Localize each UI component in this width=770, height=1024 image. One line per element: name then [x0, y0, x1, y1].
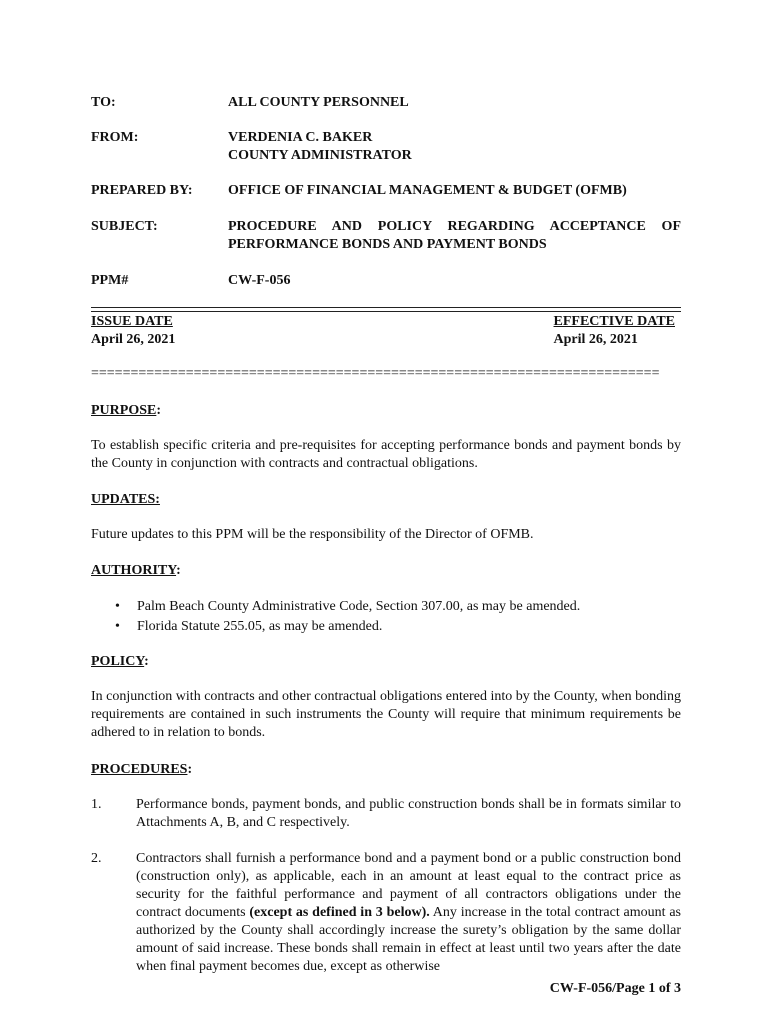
subject-label: SUBJECT: [91, 219, 158, 234]
ppm-label: PPM# [91, 273, 129, 288]
subject-line-1: PROCEDURE AND POLICY REGARDING ACCEPTANCE OF [228, 219, 681, 234]
to-label: TO: [91, 95, 116, 110]
effective-date-value: April 26, 2021 [553, 332, 638, 347]
list-item: • Palm Beach County Administrative Code, Section 307.00, as may be amended. [91, 597, 681, 617]
item-number: 2. [91, 851, 102, 866]
subject-value [228, 218, 681, 254]
page-footer: CW-F-056/Page 1 of 3 [549, 981, 681, 996]
double-rule-divider [91, 307, 681, 312]
item-number: 1. [91, 797, 102, 812]
list-item: • Florida Statute 255.05, as may be amended. [91, 617, 681, 637]
from-name: VERDENIA C. BAKER [228, 130, 373, 145]
subject-line-2: PERFORMANCE BONDS AND PAYMENT BONDS [228, 237, 547, 252]
item-text: Performance bonds, payment bonds, and public construction bonds shall be in formats similar to Attachments A, B, and C respectively. [136, 797, 681, 830]
policy-heading: POLICY: [91, 654, 149, 669]
purpose-heading: PURPOSE: [91, 403, 162, 418]
item-text: Contractors shall furnish a performance bond and a payment bond or a public construction bond (construction only), as applicable, each in an amount at least equal to the contract price as security for the faithful performance and payment of all contractors obligations under the contract documents (except as defined in 3 below). Any increase in the total contract amount as authorized by the County shall accordingly increase the surety’s obligation by the same dollar amount of said increase. These bonds shall remain in effect at least until two years after the date when final payment becomes due, except as otherwise [136, 851, 681, 974]
bullet-icon: • [115, 619, 120, 634]
to-value: ALL COUNTY PERSONNEL [228, 95, 409, 110]
issue-date-label: ISSUE DATE [91, 314, 173, 329]
effective-date-label: EFFECTIVE DATE [553, 314, 675, 329]
issue-date-value: April 26, 2021 [91, 332, 176, 347]
bullet-icon: • [115, 599, 120, 614]
updates-text: Future updates to this PPM will be the responsibility of the Director of OFMB. [91, 527, 534, 542]
procedures-heading: PROCEDURES: [91, 762, 193, 777]
ppm-value: CW-F-056 [228, 273, 291, 288]
procedure-item-1 [91, 796, 681, 832]
authority-heading: AUTHORITY: [91, 563, 181, 578]
effective-date-block [554, 313, 675, 349]
from-label: FROM: [91, 130, 139, 145]
purpose-text: To establish specific criteria and pre-requisites for accepting performance bonds and payment bonds by the County in conjunction with contracts and contractual obligations. [91, 438, 681, 471]
issue-date-block [91, 313, 175, 349]
prepared-value: OFFICE OF FINANCIAL MANAGEMENT & BUDGET (OFMB) [228, 183, 627, 198]
authority-list [91, 597, 681, 637]
updates-heading: UPDATES: [91, 492, 160, 507]
policy-text: In conjunction with contracts and other contractual obligations entered into by the County, when bonding requirements are contained in such instruments the County will require that minimum requirements be adhered to in relation to bonds. [91, 689, 681, 740]
prepared-label: PREPARED BY: [91, 183, 193, 198]
equals-separator: ======================================================================== [91, 366, 660, 381]
from-title: COUNTY ADMINISTRATOR [228, 148, 412, 163]
procedure-item-2 [91, 850, 681, 976]
from-value [228, 129, 681, 165]
